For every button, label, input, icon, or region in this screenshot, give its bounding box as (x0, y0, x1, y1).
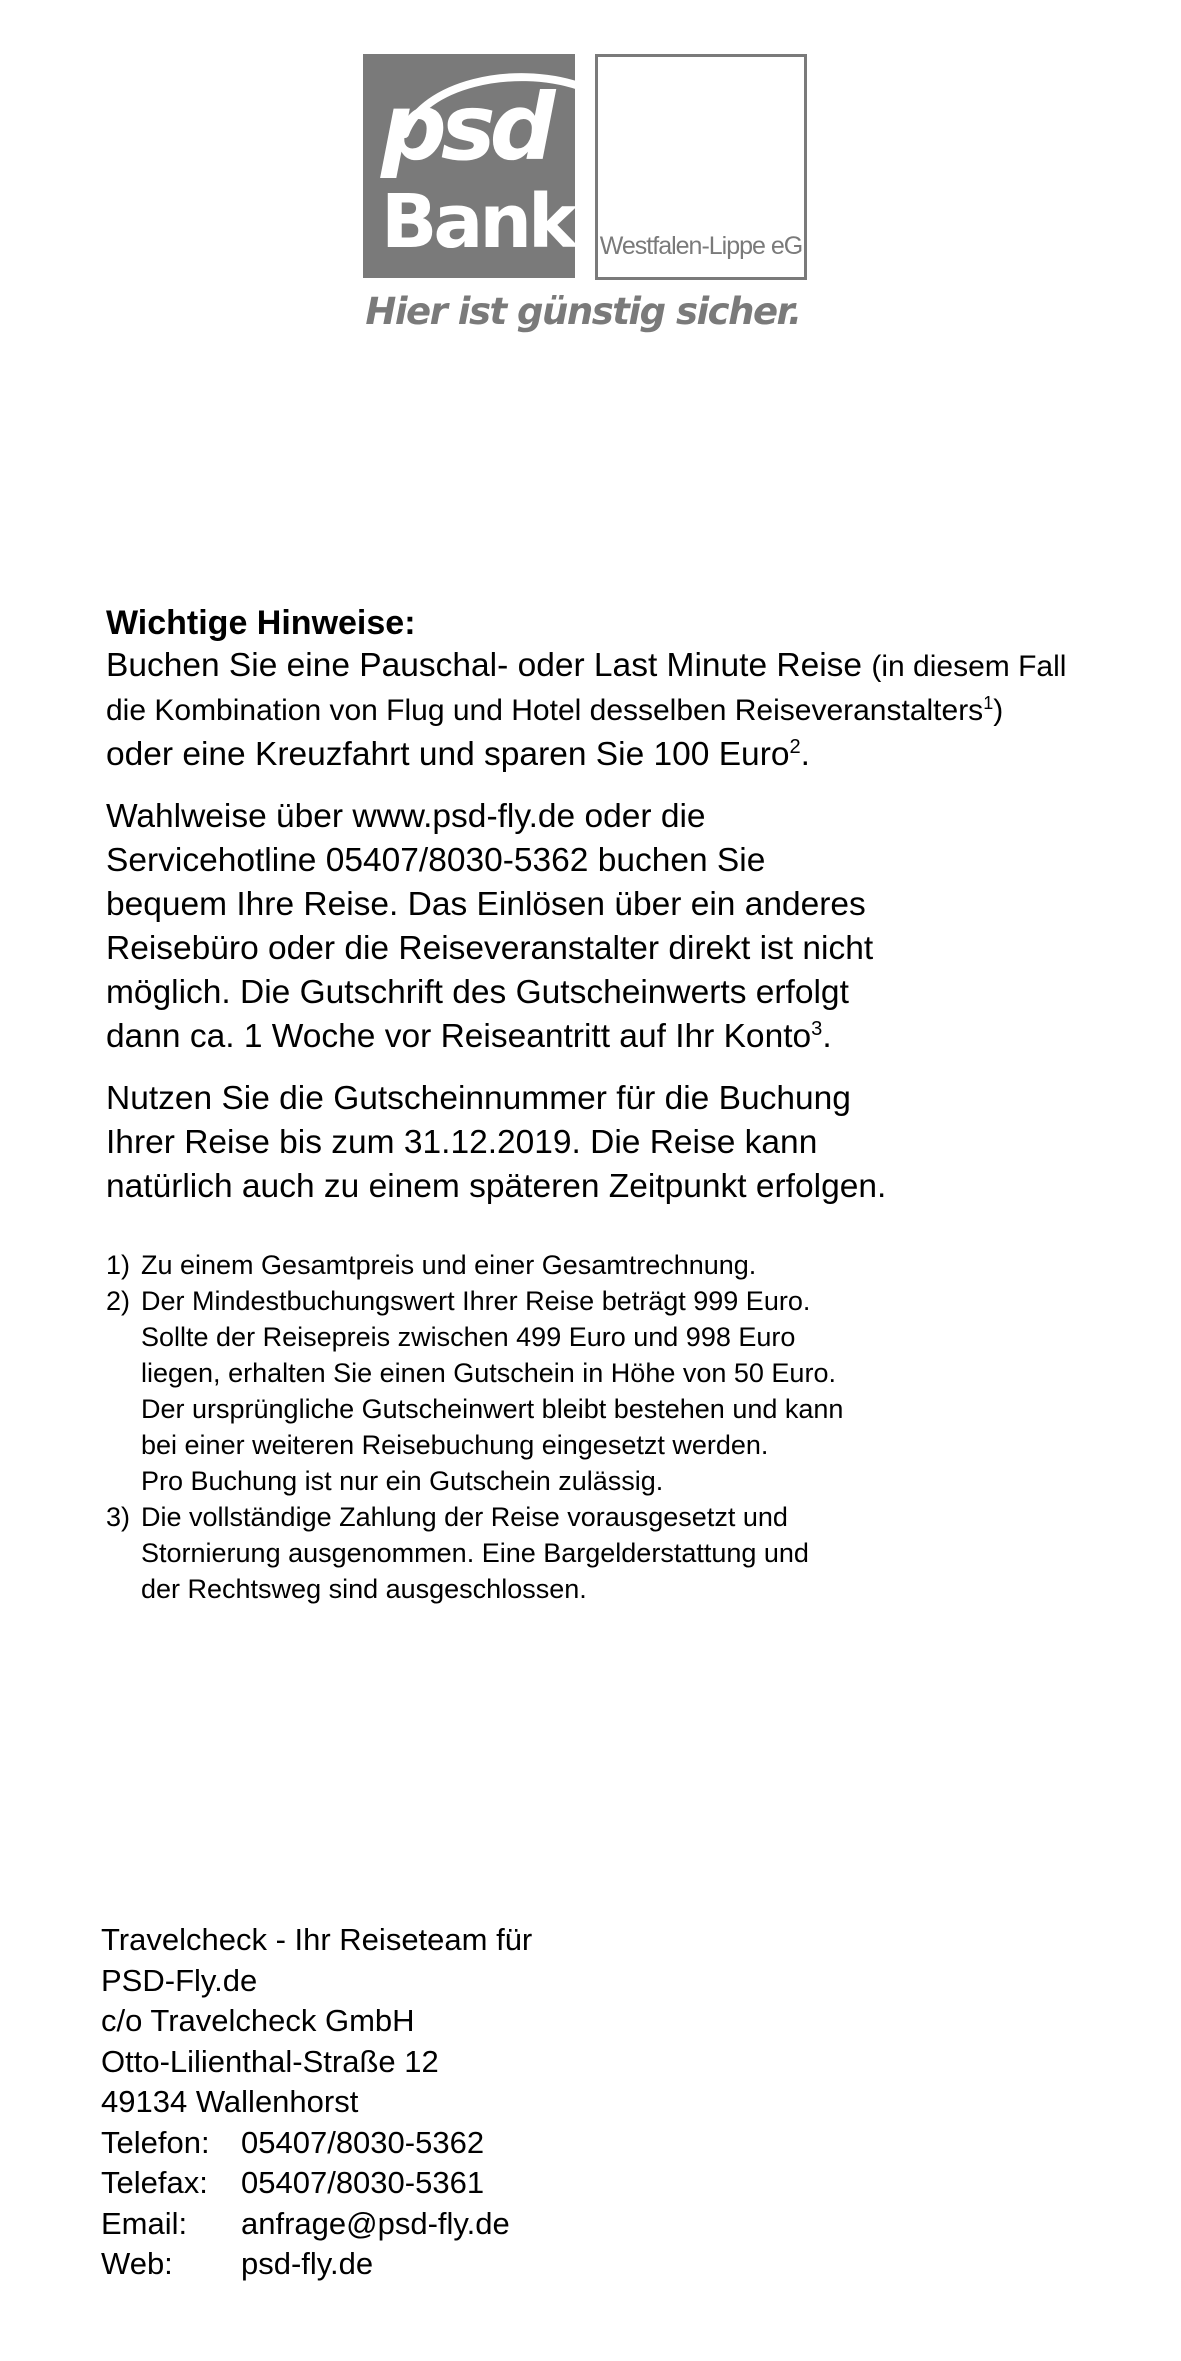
footnote-line: Pro Buchung ist nur ein Gutschein zulässig. (141, 1466, 664, 1496)
address-line: Otto-Lilienthal-Straße 12 (101, 2043, 439, 2079)
contact-fax (101, 2163, 532, 2204)
footnote-number: 2) (106, 1286, 131, 1316)
offer-line-3: oder eine Kreuzfahrt und sparen Sie 100 Euro (106, 736, 790, 773)
validity-line: Ihrer Reise bis zum 31.12.2019. Die Reise kann (106, 1124, 818, 1161)
footnote-1 (106, 1247, 1166, 1283)
logo-mark-box (363, 54, 575, 278)
booking-line: möglich. Die Gutschrift des Gutscheinwerts erfolgt (106, 974, 849, 1011)
phone-number: 05407/8030-5362 (241, 2124, 485, 2160)
offer-line-3-end: . (800, 736, 810, 773)
fax-number: 05407/8030-5361 (241, 2165, 485, 2200)
address-line: Travelcheck - Ihr Reiseteam für (101, 1922, 533, 1957)
footnotes (106, 1247, 1166, 1607)
contact-label: Telefax: (101, 2165, 208, 2200)
offer-line-1a: Buchen Sie eine Pauschal- oder Last Minute Reise (106, 647, 872, 684)
website: psd-fly.de (241, 2246, 374, 2281)
logo-bank-text: Bank (381, 179, 574, 265)
booking-line: Wahlweise über www.psd-fly.de oder die (106, 798, 706, 835)
validity-line: natürlich auch zu einem späteren Zeitpunkt erfolgen. (106, 1168, 887, 1205)
address-line: c/o Travelcheck GmbH (101, 2003, 415, 2038)
email-address: anfrage@psd-fly.de (241, 2205, 510, 2241)
booking-line: Reisebüro oder die Reiseveranstalter direkt ist nicht (106, 930, 874, 967)
footnote-line: Sollte der Reisepreis zwischen 499 Euro und 998 Euro (141, 1322, 796, 1352)
offer-line-1b: (in diesem Fall (871, 650, 1067, 683)
booking-line-end: . (822, 1018, 832, 1055)
contact-email (101, 2204, 532, 2245)
psd-bank-logo (363, 54, 813, 344)
footnote-line: Stornierung ausgenommen. Eine Bargelderstattung und (141, 1538, 809, 1568)
contact-address (101, 1920, 532, 2285)
address-line: 49134 Wallenhorst (101, 2084, 359, 2119)
paragraph-validity (106, 1077, 1166, 1209)
logo-psd-text: psd (381, 74, 550, 181)
logo-region-text: Westfalen-Lippe eG (599, 232, 803, 260)
footnote-line: bei einer weiteren Reisebuchung eingesetzt werden. (141, 1430, 769, 1460)
footnote-line: der Rechtsweg sind ausgeschlossen. (141, 1574, 587, 1604)
logo-slogan: Hier ist günstig sicher. (365, 290, 801, 333)
footnote-ref-1: 1 (983, 693, 994, 713)
booking-line: dann ca. 1 Woche vor Reiseantritt auf Ihr Konto (106, 1018, 812, 1055)
address-line: PSD-Fly.de (101, 1962, 258, 1998)
booking-line: bequem Ihre Reise. Das Einlösen über ein anderes (106, 886, 866, 923)
footnote-ref-3: 3 (811, 1017, 823, 1040)
offer-line-2-end: ) (993, 694, 1004, 727)
validity-line: Nutzen Sie die Gutscheinnummer für die Buchung (106, 1080, 851, 1117)
notes-heading: Wichtige Hinweise: (106, 604, 416, 642)
footnote-3 (106, 1499, 1166, 1607)
paragraph-offer (106, 644, 1166, 777)
contact-web (101, 2244, 532, 2285)
contact-label: Web: (101, 2246, 173, 2281)
footnote-line: Der ursprüngliche Gutscheinwert bleibt bestehen und kann (141, 1394, 844, 1424)
important-notes (106, 602, 1166, 1607)
booking-line: Servicehotline 05407/8030-5362 buchen Sie (106, 842, 766, 879)
footnote-line: Zu einem Gesamtpreis und einer Gesamtrechnung. (141, 1250, 757, 1280)
footnote-line: Der Mindestbuchungswert Ihrer Reise beträgt 999 Euro. (141, 1286, 811, 1316)
footnote-number: 3) (106, 1502, 131, 1532)
footnote-number: 1) (106, 1250, 131, 1280)
footnote-ref-2: 2 (789, 735, 801, 758)
footnote-2 (106, 1283, 1166, 1499)
contact-label: Telefon: (101, 2124, 210, 2160)
footnote-line: liegen, erhalten Sie einen Gutschein in Höhe von 50 Euro. (141, 1358, 836, 1388)
logo-region-box (595, 54, 807, 280)
paragraph-booking (106, 795, 1166, 1059)
contact-label: Email: (101, 2205, 188, 2241)
footnote-line: Die vollständige Zahlung der Reise vorausgesetzt und (141, 1502, 788, 1532)
offer-line-2: die Kombination von Flug und Hotel desselben Reiseveranstalters (106, 694, 984, 727)
contact-phone (101, 2123, 532, 2164)
